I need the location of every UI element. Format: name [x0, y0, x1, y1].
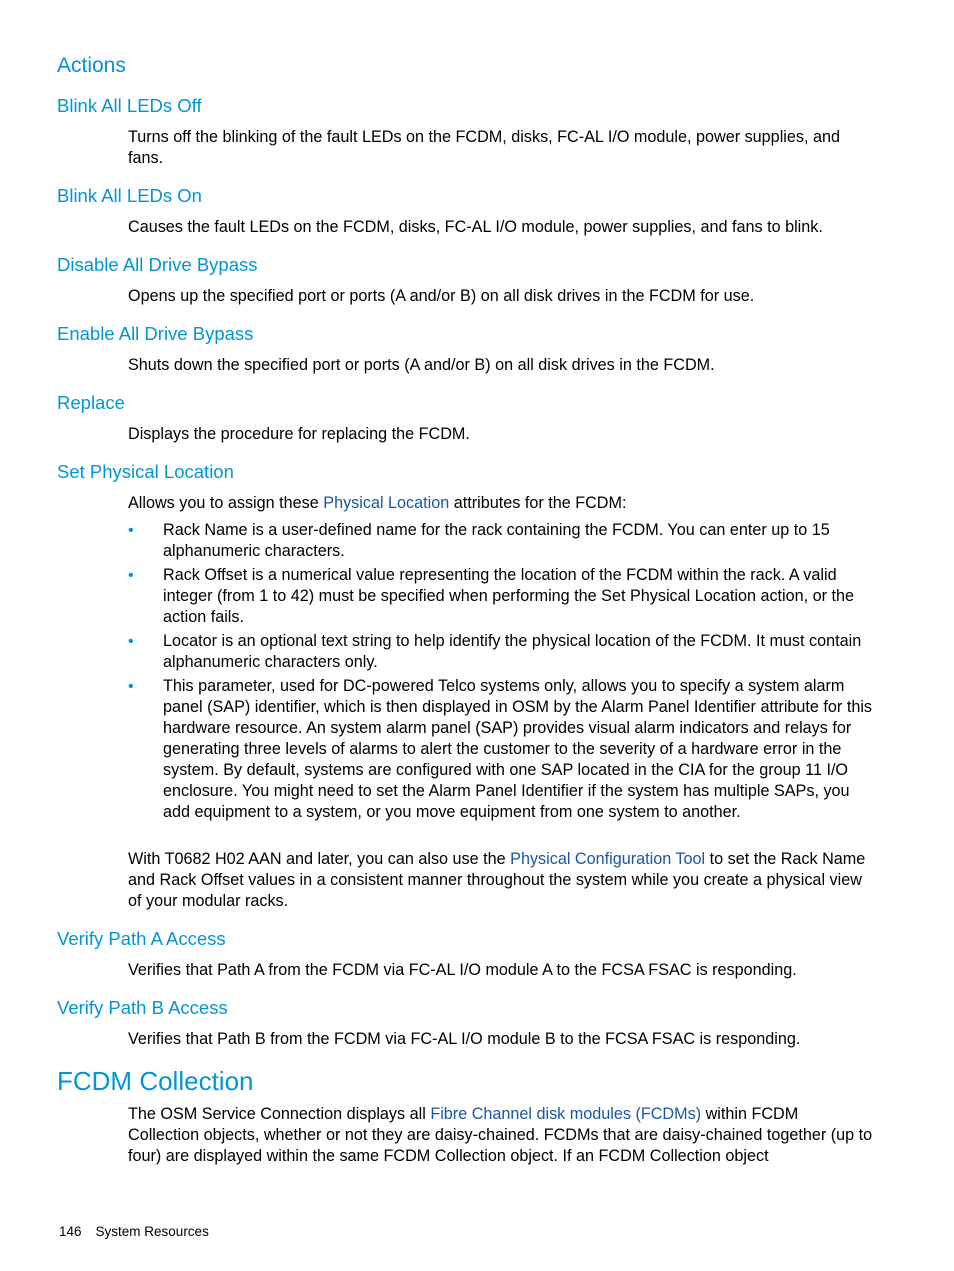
verify-a-heading: Verify Path A Access: [57, 928, 226, 949]
fcdm-collection-description: [128, 1104, 873, 1167]
set-location-outro: [128, 849, 873, 912]
bullet-icon: •: [128, 567, 134, 584]
verify-a-description: Verifies that Path A from the FCDM via FC-AL I/O module A to the FCSA FSAC is responding.: [128, 961, 797, 979]
outro-text-before: With T0682 H02 AAN and later, you can also use the: [128, 850, 511, 868]
bullet-rack-offset: Rack Offset is a numerical value representing the location of the FCDM within the rack. A valid integer (from 1 to 42) must be specified when performing the Set Physical Location action, or the action fails.: [163, 566, 855, 626]
physical-location-link[interactable]: Physical Location: [323, 494, 450, 512]
actions-heading: Actions: [57, 54, 126, 77]
verify-b-heading: Verify Path B Access: [57, 997, 228, 1018]
replace-heading: Replace: [57, 392, 125, 413]
enable-bypass-heading: Enable All Drive Bypass: [57, 323, 254, 344]
collection-text-before: The OSM Service Connection displays all: [128, 1105, 431, 1123]
fcdm-collection-heading: FCDM Collection: [57, 1066, 254, 1096]
disable-bypass-heading: Disable All Drive Bypass: [57, 254, 258, 275]
page-footer: [59, 1224, 209, 1239]
enable-bypass-description: Shuts down the specified port or ports (A and/or B) on all disk drives in the FCDM.: [128, 356, 715, 374]
intro-text-before: Allows you to assign these: [128, 494, 324, 512]
disable-bypass-description: Opens up the specified port or ports (A and/or B) on all disk drives in the FCDM for use.: [128, 287, 755, 305]
bullet-alarm-panel: This parameter, used for DC-powered Telco systems only, allows you to specify a system alarm panel (SAP) identifier, which is then displayed in OSM by the Alarm Panel Identifier attribute for this hardware resource. An system alarm panel (SAP) provides visual alarm indicators and relays for generating three levels of alarms to alert the customer to the severity of a hardware error in the system. By default, systems are configured with one SAP located in the CIA for the group 11 I/O enclosure. You might need to set the Alarm Panel Identifier if the system has multiple SAPs, you add equipment to a system, or you move equipment from one system to another.: [163, 677, 873, 821]
page-number: 146: [59, 1224, 82, 1239]
blink-off-description: Turns off the blinking of the fault LEDs on the FCDM, disks, FC-AL I/O module, power supplies, and fans.: [128, 128, 840, 167]
bullet-icon: •: [128, 678, 134, 695]
fcdm-link[interactable]: Fibre Channel disk modules (FCDMs): [430, 1105, 702, 1123]
footer-section-title: System Resources: [95, 1224, 209, 1239]
blink-off-heading: Blink All LEDs Off: [57, 95, 202, 116]
replace-description: Displays the procedure for replacing the FCDM.: [128, 425, 470, 443]
blink-on-description: Causes the fault LEDs on the FCDM, disks, FC-AL I/O module, power supplies, and fans to blink.: [128, 218, 823, 236]
set-location-intro: [128, 493, 873, 514]
bullet-rack-name: Rack Name is a user-defined name for the rack containing the FCDM. You can enter up to 15 alphanumeric characters.: [163, 521, 830, 560]
outro-text-after: to set the Rack Name and Rack Offset values in a consistent manner throughout the system while you create a physical view of your modular racks.: [128, 850, 866, 910]
intro-text-after: attributes for the FCDM:: [449, 494, 627, 512]
physical-configuration-tool-link[interactable]: Physical Configuration Tool: [510, 850, 706, 868]
set-location-heading: Set Physical Location: [57, 461, 234, 482]
collection-text-after: within FCDM Collection objects, whether or not they are daisy-chained. FCDMs that are daisy-chained together (up to four) are displayed within the same FCDM Collection object. If an FCDM Collection object: [128, 1105, 873, 1165]
bullet-locator: Locator is an optional text string to help identify the physical location of the FCDM. It must contain alphanumeric characters only.: [163, 632, 862, 671]
bullet-icon: •: [128, 633, 134, 650]
bullet-icon: •: [128, 522, 134, 539]
verify-b-description: Verifies that Path B from the FCDM via FC-AL I/O module B to the FCSA FSAC is responding.: [128, 1030, 801, 1048]
blink-on-heading: Blink All LEDs On: [57, 185, 202, 206]
